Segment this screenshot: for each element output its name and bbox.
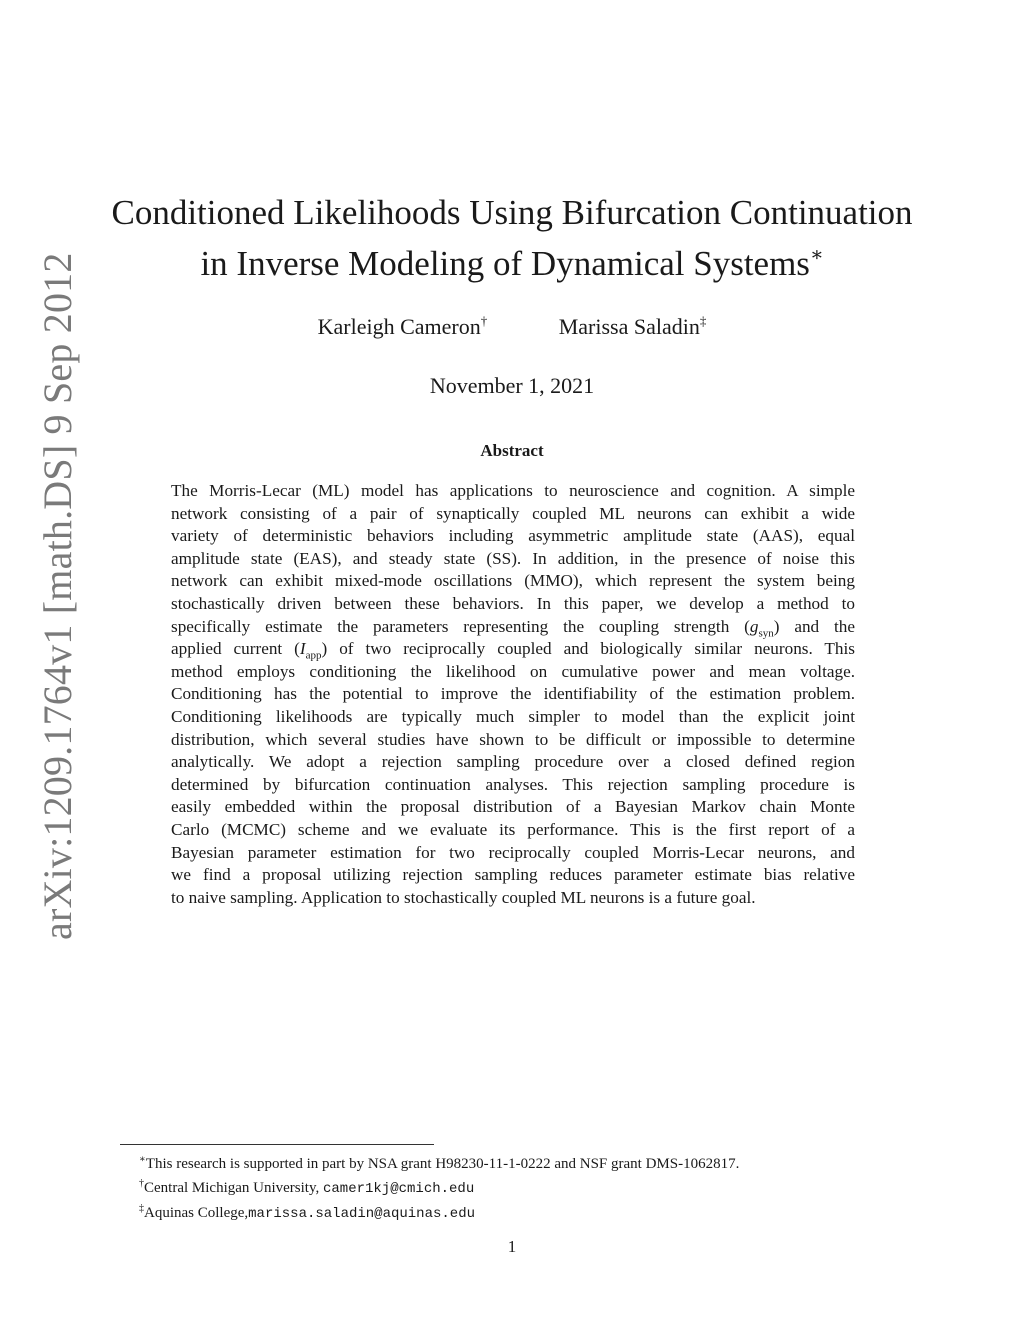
email-link-cameron[interactable]: camer1kj@cmich.edu	[323, 1181, 475, 1197]
author-saladin: Marissa Saladin‡	[558, 313, 707, 339]
footnote-divider	[120, 1144, 434, 1145]
abstract-line: to naive sampling. Application to stochastically coupled ML neurons is a future goal.	[171, 887, 756, 907]
abstract-line: stochastically driven between these behaviors. In this paper, we develop a method to	[171, 593, 855, 613]
publication-date: November 1, 2021	[429, 373, 595, 398]
abstract-body	[171, 480, 855, 909]
title-line-1: Conditioned Likelihoods Using Bifurcation Continuation	[111, 193, 913, 232]
footnote-affiliation-saladin: ‡Aquinas College,marissa.saladin@aquinas.edu	[139, 1203, 475, 1222]
footnotes	[139, 1150, 739, 1224]
paper-title	[100, 192, 924, 285]
author-list	[0, 313, 1024, 340]
title-line-2: in Inverse Modeling of Dynamical Systems∗	[200, 244, 824, 283]
abstract-line: applied current $(I_{app})$ of two reciprocally coupled and biologically similar neurons. This	[171, 639, 855, 662]
abstract-line: network consisting of a pair of synaptically coupled ML neurons can exhibit a wide	[171, 503, 855, 523]
abstract-line: Conditioning likelihoods are typically much simpler to model than the explicit joint	[171, 706, 855, 726]
abstract-line: amplitude state (EAS), and steady state (SS). In addition, in the presence of noise this	[171, 548, 855, 568]
abstract-line: Conditioning has the potential to improve the identifiability of the estimation problem.	[171, 684, 855, 704]
i-app-symbol: I	[299, 639, 306, 659]
abstract-line: we find a proposal utilizing rejection sampling reduces parameter estimate bias relative	[171, 865, 855, 885]
abstract-line: variety of deterministic behaviors including asymmetric amplitude state (AAS), equal	[171, 526, 855, 546]
abstract-heading: Abstract	[480, 441, 544, 460]
arxiv-identifier-stamp: arXiv:1209.1764v1 [math.DS] 9 Sep 2012	[35, 252, 80, 940]
footnote-funding: ∗This research is supported in part by NSA grant H98230-11-1-0222 and NSF grant DMS-1062817.	[139, 1154, 740, 1172]
page-number: 1	[507, 1237, 517, 1256]
title-footnote-mark: ∗	[809, 244, 824, 266]
author-cameron: Karleigh Cameron†	[317, 313, 488, 339]
footnote-affiliation-cameron: †Central Michigan University, camer1kj@cmich.edu	[139, 1178, 475, 1197]
email-link-saladin[interactable]: marissa.saladin@aquinas.edu	[248, 1206, 475, 1222]
abstract-line: determined by bifurcation continuation analyses. This rejection sampling procedure is	[171, 774, 855, 794]
abstract-line: method employs conditioning the likelihood on cumulative power and mean voltage.	[171, 661, 855, 681]
abstract-line: specifically estimate the parameters representing the coupling strength $(g_{syn})$ and the	[171, 616, 855, 639]
abstract-line: easily embedded within the proposal distribution of a Bayesian Markov chain Monte	[171, 797, 855, 817]
g-syn-symbol: g	[749, 616, 759, 636]
abstract-line: Carlo (MCMC) scheme and we evaluate its performance. This is the first report of a	[171, 819, 855, 839]
abstract-line: Bayesian parameter estimation for two reciprocally coupled Morris-Lecar neurons, and	[171, 842, 855, 862]
abstract-line: distribution, which several studies have shown to be difficult or impossible to determine	[171, 729, 855, 749]
abstract-line: network can exhibit mixed-mode oscillations (MMO), which represent the system being	[171, 571, 855, 591]
abstract-line: analytically. We adopt a rejection sampling procedure over a closed defined region	[171, 752, 855, 772]
abstract-line: The Morris-Lecar (ML) model has applications to neuroscience and cognition. A simple	[171, 481, 855, 500]
